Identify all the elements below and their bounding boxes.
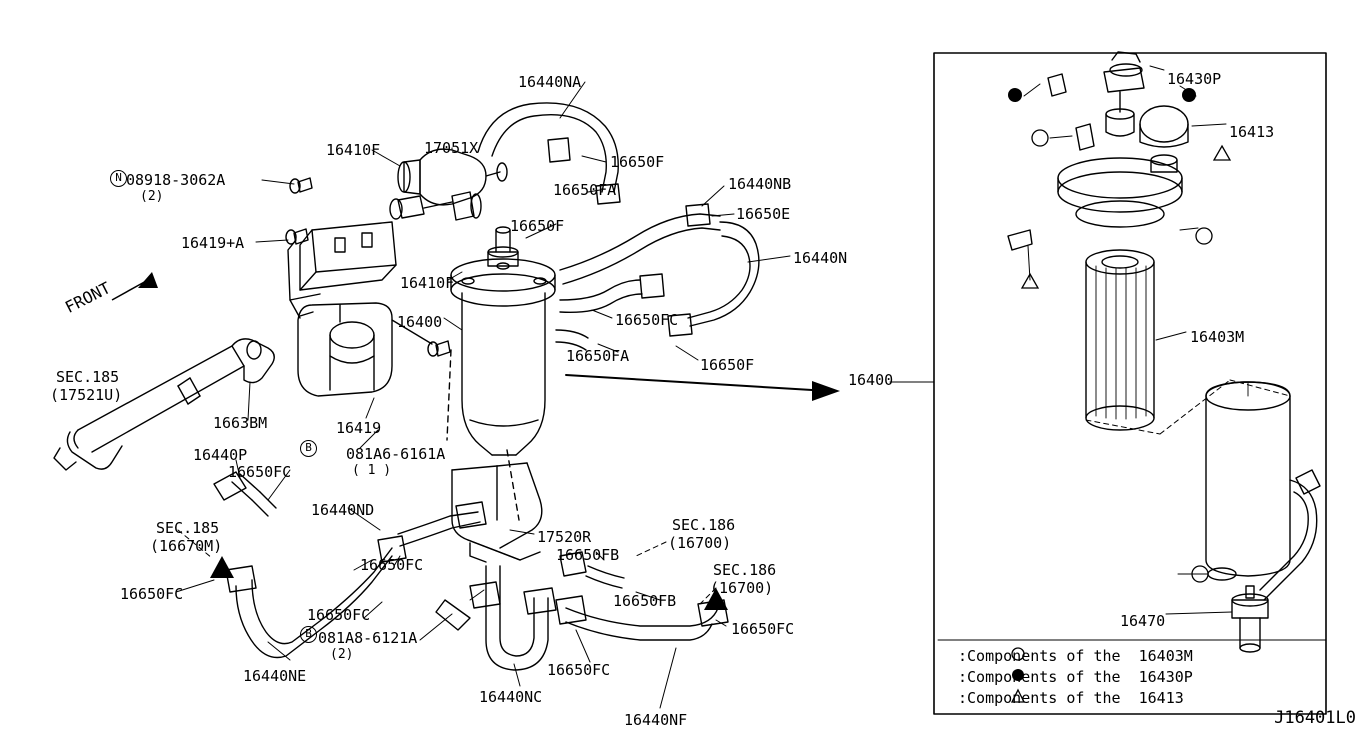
diagram-code: J16401L0 [1274, 708, 1356, 728]
label-081A6-6161A: 081A6-6161A [346, 445, 446, 463]
label-16650FA-lower: 16650FA [566, 347, 630, 365]
label-16650FC-bottom: 16650FC [547, 661, 611, 679]
legend-row-16403M [938, 645, 1326, 666]
label-16440P: 16440P [193, 446, 248, 464]
legend-text-16403M: :Components of the 16403M [958, 646, 1193, 665]
label-16410F-upper: 16410F [326, 141, 381, 159]
label-16650F-upper: 16650F [610, 153, 665, 171]
label-16440ND: 16440ND [311, 501, 375, 519]
label-1663BM: 1663BM [213, 414, 268, 432]
label-16419A: 16419+A [181, 234, 245, 252]
label-16413: 16413 [1229, 123, 1275, 141]
label-16650F-lower: 16650F [700, 356, 755, 374]
legend-box [938, 645, 1326, 708]
label-16419: 16419 [336, 419, 382, 437]
legend-row-16430P [938, 666, 1326, 687]
label-16430P: 16430P [1167, 70, 1222, 88]
label-16400-main: 16400 [397, 313, 443, 331]
label-16650FC-mid: 16650FC [360, 556, 424, 574]
label-16650FC-right: 16650FC [615, 311, 679, 329]
label-sec186-upper: SEC.186 [672, 516, 736, 534]
label-sec185-17521U: SEC.185 [56, 368, 120, 386]
mark-n-circle: N [110, 170, 127, 187]
label-16470: 16470 [1120, 612, 1166, 630]
label-16650FA-upper: 16650FA [553, 181, 617, 199]
label-sec185-17521U-sub: (17521U) [50, 386, 123, 404]
label-16650FB-upper: 16650FB [556, 546, 620, 564]
label-16440NB: 16440NB [728, 175, 792, 193]
label-16410F-lower: 16410F [400, 274, 455, 292]
label-16440N: 16440N [793, 249, 848, 267]
legend-text-16430P: :Components of the 16430P [958, 667, 1193, 686]
legend-row-16413 [938, 687, 1326, 708]
label-081A6-qty: ( 1 ) [352, 463, 392, 478]
label-16650E: 16650E [736, 205, 791, 223]
label-08918-3062A: 08918-3062A [126, 171, 226, 189]
label-16650FC-far-left: 16650FC [120, 585, 184, 603]
label-sec185-16670M-sub: (16670M) [150, 537, 223, 555]
label-16440NA: 16440NA [518, 73, 582, 91]
label-17520R: 17520R [537, 528, 592, 546]
label-inset-callout-16400: 16400 [848, 371, 894, 389]
label-08918-qty: (2) [140, 189, 164, 204]
legend-text-16413: :Components of the 16413 [958, 688, 1184, 707]
label-16440NE: 16440NE [243, 667, 307, 685]
label-17051X: 17051X [424, 139, 479, 157]
label-16440NF: 16440NF [624, 711, 688, 729]
front-direction-label: FRONT [62, 278, 114, 317]
label-sec186-lower: SEC.186 [713, 561, 777, 579]
label-081A8-6121A: 081A8-6121A [318, 629, 418, 647]
label-16650FC-lower-left: 16650FC [307, 606, 371, 624]
label-081A8-qty: (2) [330, 647, 354, 662]
label-sec186-lower-sub: (16700) [710, 579, 774, 597]
label-sec186-upper-sub: (16700) [668, 534, 732, 552]
mark-b-circle-2: B [300, 626, 317, 643]
label-16440NC: 16440NC [479, 688, 543, 706]
label-16403M: 16403M [1190, 328, 1245, 346]
label-16650FB-lower: 16650FB [613, 592, 677, 610]
label-16650FC-right-lower: 16650FC [731, 620, 795, 638]
mark-b-circle-1: B [300, 440, 317, 457]
label-sec185-16670M: SEC.185 [156, 519, 220, 537]
label-16650F-mid: 16650F [510, 217, 565, 235]
legend-triangle-icon [938, 670, 958, 726]
label-16650FC-p: 16650FC [228, 463, 292, 481]
